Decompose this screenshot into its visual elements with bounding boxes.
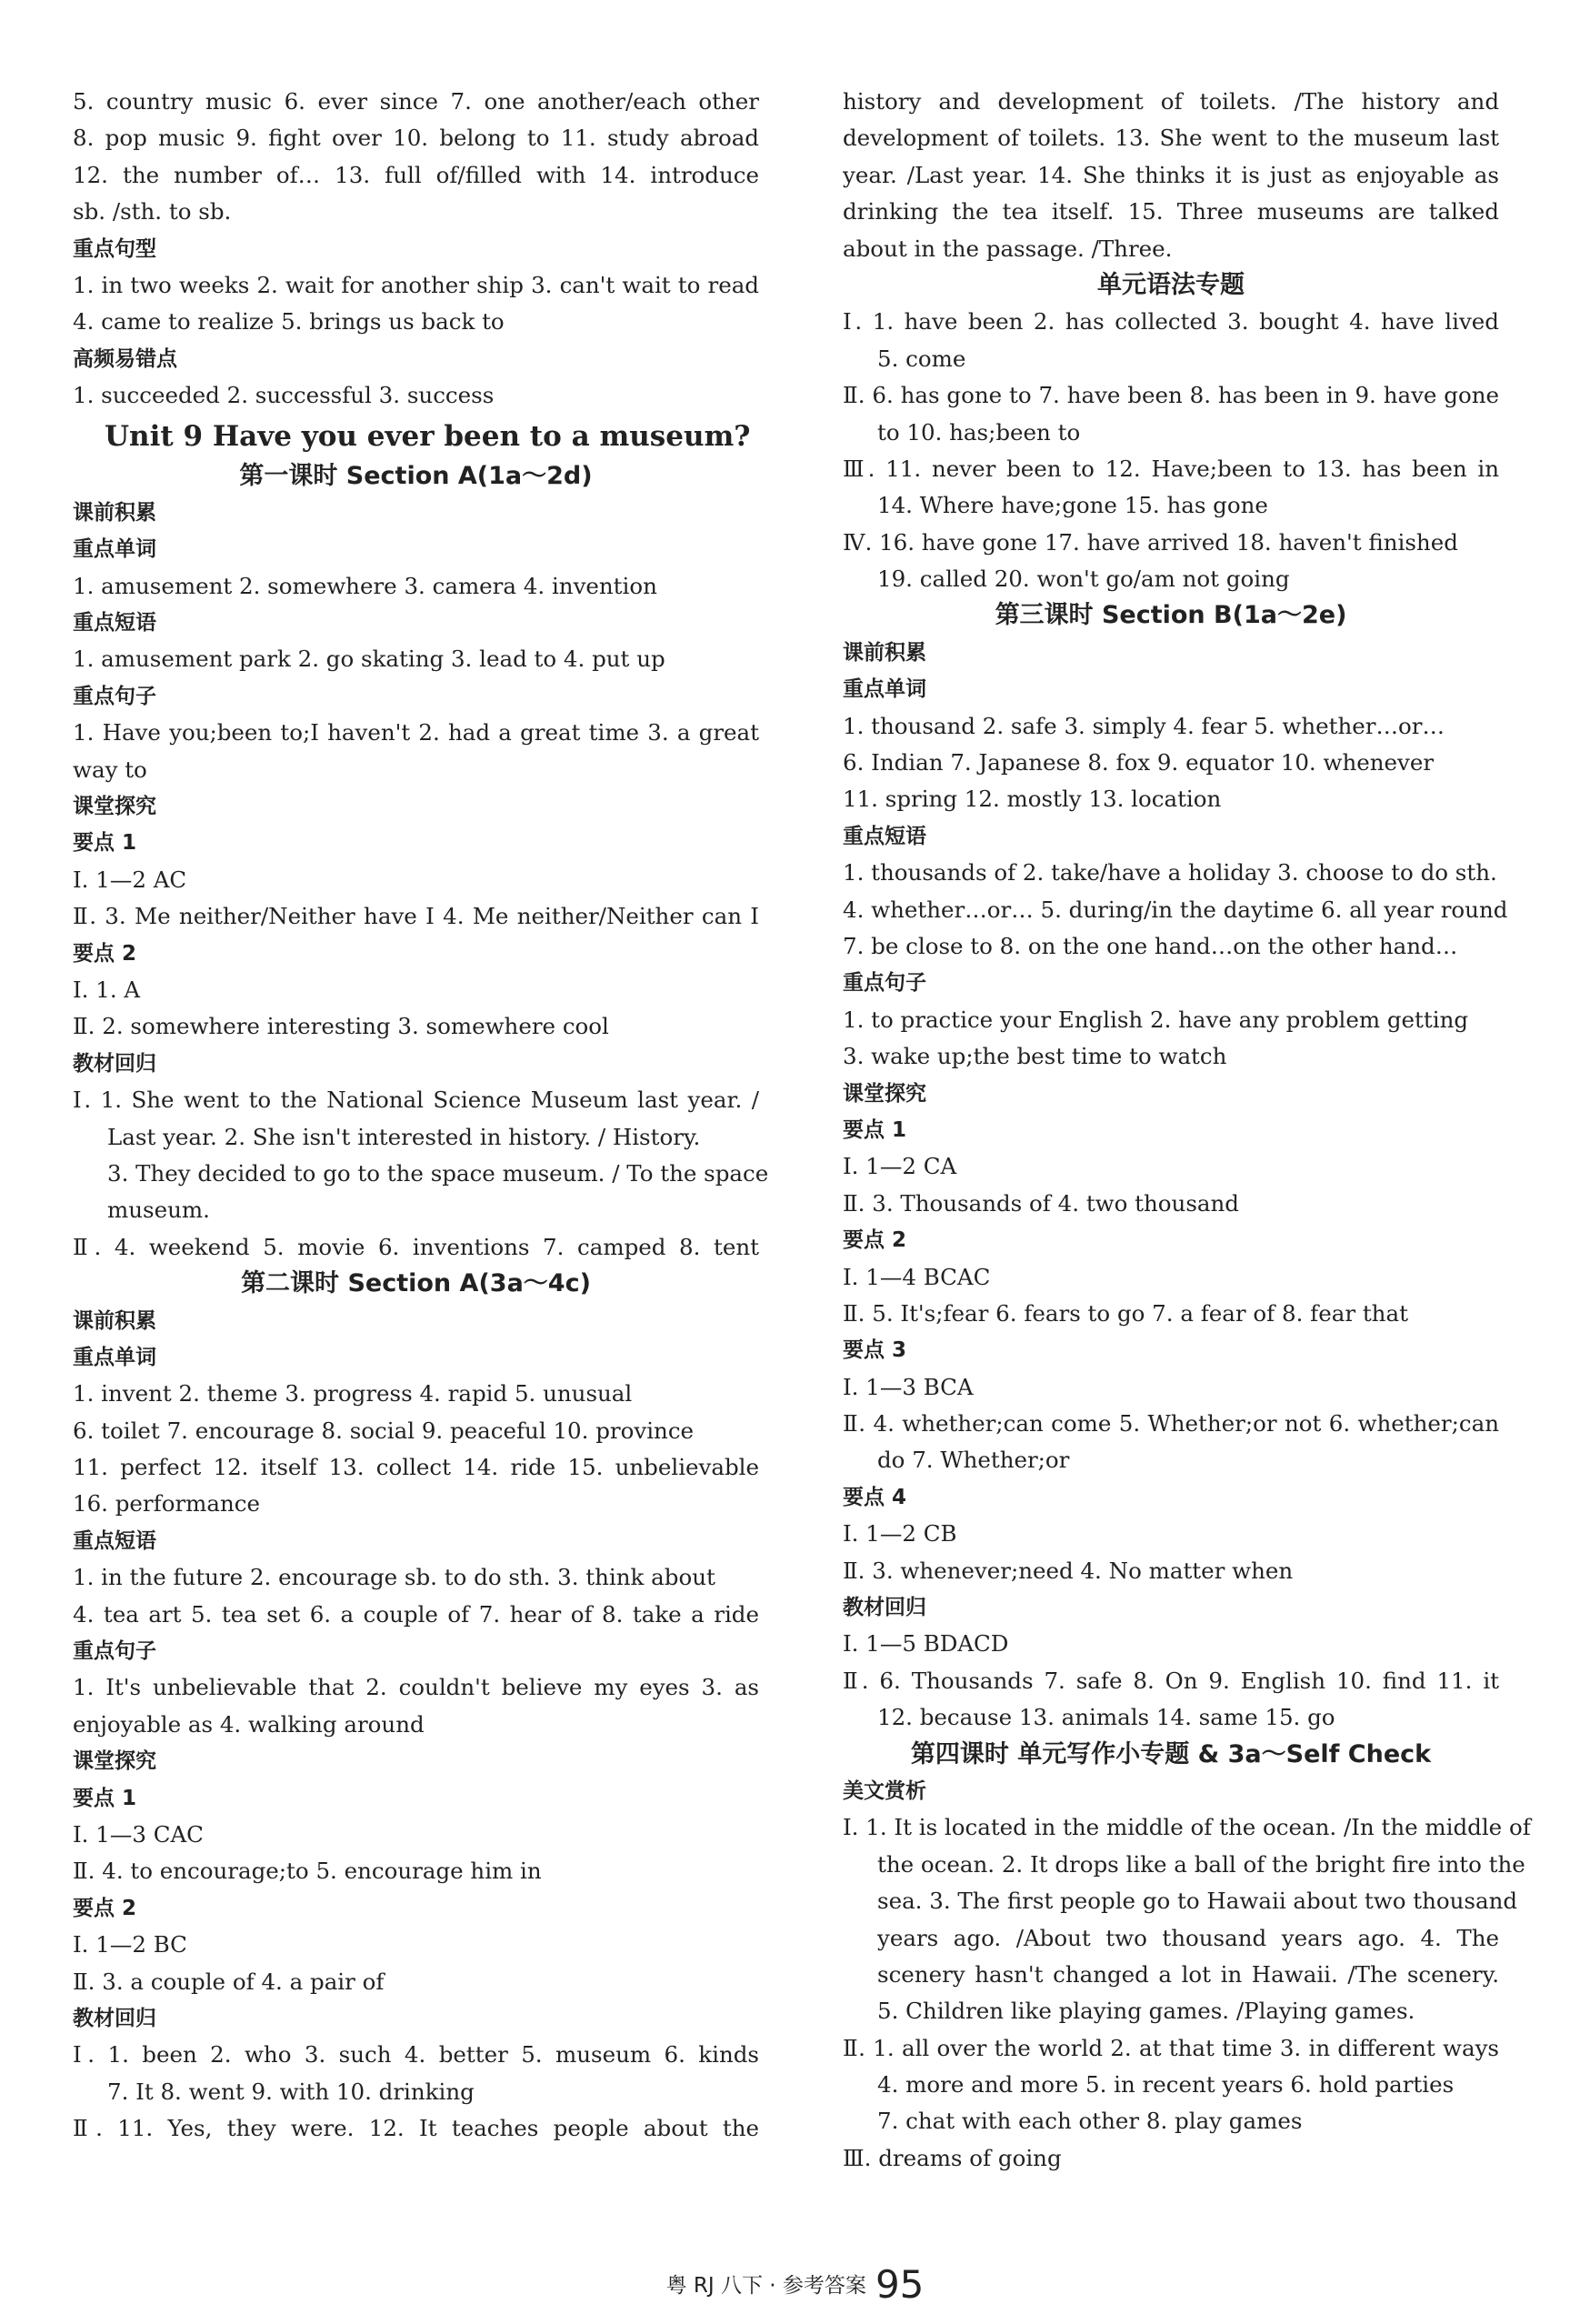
answer-line: 4. tea art 5. tea set 6. a couple of 7. hear of 8. take a ride: [73, 1600, 759, 1628]
answer-line: Ⅰ. 1. It is located in the middle of the ocean. /In the middle of: [843, 1814, 1531, 1841]
section-heading: 课堂探究: [73, 1749, 156, 1774]
answer-line: way to: [73, 756, 147, 783]
answer-line: Ⅱ. 3. Me neither/Neither have I 4. Me neither/Neither can I: [73, 903, 759, 930]
answer-line: the ocean. 2. It drops like a ball of the bright fire into the: [877, 1850, 1525, 1878]
answer-line: 1. in two weeks 2. wait for another ship 3. can't wait to read: [73, 271, 759, 298]
section-heading: 要点 2: [73, 941, 137, 966]
section-heading: 高频易错点: [73, 346, 177, 371]
answer-line: 4. whether…or… 5. during/in the daytime 6. all year round: [843, 896, 1508, 923]
answer-line: Ⅰ. 1. A: [73, 976, 141, 1003]
section-heading: 要点 2: [843, 1228, 907, 1253]
answer-line: Ⅰ. 1—2 CA: [843, 1153, 957, 1180]
section-heading: 重点单词: [843, 677, 926, 702]
answer-line: 11. spring 12. mostly 13. location: [843, 786, 1222, 813]
section-heading: 课堂探究: [73, 795, 156, 819]
answer-line: 14. Where have;gone 15. has gone: [877, 492, 1268, 519]
section-heading: 课前积累: [843, 640, 926, 665]
answer-line: Ⅲ. dreams of going: [843, 2144, 1062, 2171]
section-heading: 教材回归: [73, 1051, 156, 1076]
answer-line: 1. succeeded 2. successful 3. success: [73, 382, 495, 409]
answer-line: Ⅱ. 4. weekend 5. movie 6. inventions 7. camped 8. tent: [73, 1233, 759, 1260]
answer-line: 8. pop music 9. fight over 10. belong to 11. study abroad: [73, 125, 759, 152]
answer-line: 7. chat with each other 8. play games: [877, 2108, 1303, 2135]
answer-line: Ⅰ. 1—2 AC: [73, 866, 187, 893]
answer-line: Ⅰ. 1—4 BCAC: [843, 1263, 991, 1290]
right-column: [843, 84, 1531, 2177]
answer-line: 3. wake up;the best time to watch: [843, 1043, 1227, 1070]
lesson-title: 第四课时 单元写作小专题 & 3a～Self Check: [910, 1739, 1432, 1768]
answer-line: development of toilets. 13. She went to the museum last: [843, 125, 1499, 152]
answer-line: 11. perfect 12. itself 13. collect 14. ride 15. unbelievable: [73, 1454, 759, 1481]
answer-line: 1. amusement 2. somewhere 3. camera 4. invention: [73, 572, 657, 599]
answer-line: Ⅰ. 1. have been 2. has collected 3. bought 4. have lived: [843, 308, 1499, 336]
answer-line: sea. 3. The first people go to Hawaii about two thousand: [877, 1888, 1518, 1915]
answer-line: Last year. 2. She isn't interested in history. / History.: [107, 1123, 701, 1150]
answer-line: Ⅰ. 1. been 2. who 3. such 4. better 5. museum 6. kinds: [73, 2041, 759, 2069]
answer-line: Ⅱ. 6. has gone to 7. have been 8. has been in 9. have gone: [843, 382, 1499, 409]
answer-line: history and development of toilets. /The history and: [843, 88, 1499, 115]
section-heading: 重点句子: [73, 1639, 156, 1664]
section-heading: 重点句子: [73, 684, 156, 708]
answer-line: sb. /sth. to sb.: [73, 198, 232, 225]
section-heading: 要点 1: [73, 831, 137, 856]
section-heading: 重点句子: [843, 971, 926, 996]
answer-line: 4. more and more 5. in recent years 6. hold parties: [877, 2071, 1455, 2099]
answer-line: 3. They decided to go to the space museum. / To the space: [107, 1159, 769, 1187]
answer-line: Ⅱ. 4. to encourage;to 5. encourage him in: [73, 1858, 542, 1885]
answer-line: 1. amusement park 2. go skating 3. lead to 4. put up: [73, 646, 665, 673]
answer-line: about in the passage. /Three.: [843, 235, 1173, 262]
answer-line: 5. come: [877, 345, 966, 372]
answer-line: 1. thousands of 2. take/have a holiday 3. choose to do sth.: [843, 859, 1497, 887]
lesson-title: 第一课时 Section A(1a～2d): [239, 461, 593, 490]
answer-line: Ⅰ. 1—5 BDACD: [843, 1630, 1009, 1658]
section-heading: 要点 4: [843, 1485, 907, 1509]
lesson-title: 单元语法专题: [1097, 270, 1245, 299]
lesson-title: 第二课时 Section A(3a～4c): [241, 1269, 591, 1298]
left-column: [73, 84, 769, 2147]
answer-line: 1. in the future 2. encourage sb. to do sth. 3. think about: [73, 1564, 715, 1591]
answer-line: 19. called 20. won't go/am not going: [877, 566, 1290, 593]
answer-line: 1. invent 2. theme 3. progress 4. rapid 5. unusual: [73, 1380, 633, 1407]
section-heading: 课前积累: [73, 1308, 156, 1333]
answer-line: scenery hasn't changed a lot in Hawaii. /The scenery.: [877, 1960, 1499, 1988]
answer-line: 1. to practice your English 2. have any problem getting: [843, 1006, 1469, 1033]
section-heading: 教材回归: [843, 1596, 926, 1620]
lesson-title: 第三课时 Section B(1a～2e): [995, 601, 1347, 630]
answer-line: 4. came to realize 5. brings us back to: [73, 308, 505, 336]
unit-title: Unit 9 Have you ever been to a museum?: [105, 419, 751, 453]
section-heading: 美文赏析: [843, 1778, 926, 1803]
answer-line: 1. Have you;been to;I haven't 2. had a great time 3. a great: [73, 719, 759, 746]
answer-line: Ⅱ. 3. a couple of 4. a pair of: [73, 1968, 385, 1995]
answer-line: 5. Children like playing games. /Playing games.: [877, 1998, 1415, 2025]
answer-line: 16. performance: [73, 1490, 261, 1518]
answer-line: Ⅰ. 1—3 BCA: [843, 1373, 974, 1400]
section-heading: 重点单词: [73, 537, 156, 562]
section-heading: 教材回归: [73, 2006, 156, 2030]
answer-line: museum.: [107, 1197, 210, 1224]
section-heading: 要点 1: [73, 1786, 137, 1810]
section-heading: 重点句型: [73, 236, 156, 261]
answer-line: Ⅱ. 3. whenever;need 4. No matter when: [843, 1557, 1294, 1584]
answer-line: enjoyable as 4. walking around: [73, 1710, 425, 1738]
section-heading: 要点 1: [843, 1117, 907, 1142]
answer-line: year. /Last year. 14. She thinks it is just as enjoyable as: [843, 161, 1499, 188]
section-heading: 要点 2: [73, 1896, 137, 1920]
answer-line: years ago. /About two thousand years ago. 4. The: [877, 1924, 1499, 1951]
answer-line: 7. It 8. went 9. with 10. drinking: [107, 2078, 475, 2105]
answer-line: to 10. has;been to: [877, 418, 1081, 446]
answer-line: do 7. Whether;or: [877, 1447, 1070, 1474]
answer-line: Ⅲ. 11. never been to 12. Have;been to 13. has been in: [843, 455, 1499, 482]
section-heading: 要点 3: [843, 1338, 907, 1363]
page-number: 95: [875, 2262, 925, 2307]
section-heading: 重点短语: [73, 1528, 156, 1553]
page-footer: [0, 2262, 1590, 2307]
answer-line: Ⅳ. 16. have gone 17. have arrived 18. haven't finished: [843, 528, 1458, 556]
answer-line: Ⅱ. 4. whether;can come 5. Whether;or not 6. whether;can: [843, 1410, 1499, 1437]
section-heading: 课堂探究: [843, 1081, 926, 1106]
answer-line: Ⅱ. 1. all over the world 2. at that time 3. in different ways: [843, 2034, 1499, 2061]
answer-line: 6. toilet 7. encourage 8. social 9. peaceful 10. province: [73, 1417, 695, 1444]
section-heading: 重点单词: [73, 1345, 156, 1369]
answer-line: 12. the number of… 13. full of/filled with 14. introduce: [73, 161, 759, 188]
answer-line: Ⅱ. 3. Thousands of 4. two thousand: [843, 1189, 1239, 1217]
answer-line: 1. thousand 2. safe 3. simply 4. fear 5. whether…or…: [843, 712, 1445, 739]
answer-line: 6. Indian 7. Japanese 8. fox 9. equator 10. whenever: [843, 749, 1435, 776]
answer-line: Ⅱ. 2. somewhere interesting 3. somewhere cool: [73, 1013, 609, 1040]
answer-line: drinking the tea itself. 15. Three museums are talked: [843, 198, 1499, 225]
answer-line: Ⅱ. 11. Yes, they were. 12. It teaches people about the: [73, 2115, 759, 2142]
answer-line: Ⅰ. 1—2 BC: [73, 1931, 187, 1958]
answer-line: 12. because 13. animals 14. same 15. go: [877, 1704, 1335, 1731]
answer-line: 5. country music 6. ever since 7. one another/each other: [73, 88, 759, 115]
section-heading: 课前积累: [73, 500, 156, 525]
answer-line: 1. It's unbelievable that 2. couldn't believe my eyes 3. as: [73, 1674, 759, 1701]
answer-line: Ⅱ. 5. It's;fear 6. fears to go 7. a fear of 8. fear that: [843, 1299, 1408, 1327]
answer-line: Ⅱ. 6. Thousands 7. safe 8. On 9. English 10. find 11. it: [843, 1667, 1499, 1694]
answer-line: Ⅰ. 1. She went to the National Science Museum last year. /: [73, 1087, 759, 1114]
section-heading: 重点短语: [73, 611, 156, 636]
answer-line: Ⅰ. 1—2 CB: [843, 1520, 957, 1548]
answer-line: Ⅰ. 1—3 CAC: [73, 1820, 204, 1848]
section-heading: 重点短语: [843, 824, 926, 848]
footer-label: 粤 RJ 八下 · 参考答案: [665, 2274, 866, 2298]
answer-line: 7. be close to 8. on the one hand…on the other hand…: [843, 932, 1458, 959]
